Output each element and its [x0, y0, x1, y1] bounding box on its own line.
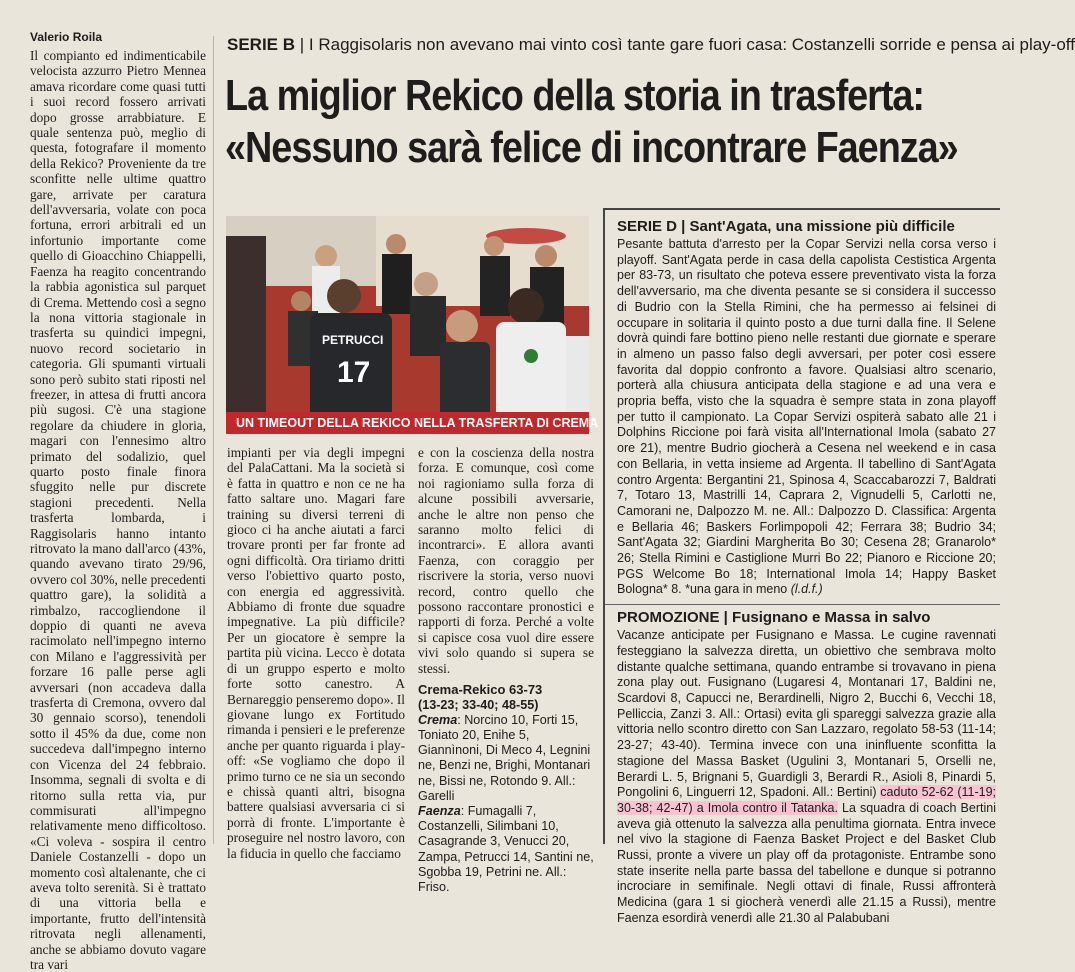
timeout-photo-illustration: [226, 216, 589, 434]
jersey-name: PETRUCCI: [322, 333, 384, 347]
crema-players: : Norcino 10, Forti 15, Toniato 20, Enihe 5, Giannìnoni, Di Meco 4, Legnini ne, Benzi ne, Brighi, Montanari ne, Bissi ne, Rotondo 9. All.: Garelli: [418, 712, 591, 803]
boxscore-title: Crema-Rekico 63-73: [418, 682, 543, 698]
article-column-3: [418, 445, 594, 894]
boxscore-crema: [418, 713, 594, 804]
column-rule: [213, 36, 214, 844]
boxscore-faenza: [418, 804, 594, 895]
author-byline: Valerio Roila: [30, 30, 103, 44]
article-text-col2: impianti per via degli impegni del PalaCattani. Ma la società si è fatta in quattro e non ce ne ha fatto saltare uno. Magari fare training su diversi terreni di gioco ci ha anche aiutati a farci trovare pronti per far fronte ad ogni difficoltà. Ora tiriamo dritti verso l'obiettivo quarto posto, con energia ed aggressività. Abbiamo di fronte due squadre impegnative. La più difficile? Per un giocatore è sempre la partita più vicina. Lecco è dotata di un gruppo esperto e molto forte sotto canestro. A Bernareggio penseremo dopo». Il giovane lungo ex Fortitudo rimanda i pensieri e le preferenze anche per quanto riguarda i play-off: «Se vogliamo che dopo il primo turno ce ne sia un secondo e chissà quanti altri, bisogna battere qualsiasi avversaria ci si porrà di fronte. L'importante è proseguire nel nostro lavoro, con la fiducia in quello che facciamo: [227, 445, 405, 861]
serie-d-signature: (l.d.f.): [790, 582, 823, 597]
serie-d-title: SERIE D | Sant'Agata, una missione più difficile: [617, 218, 955, 235]
photo-caption: UN TIMEOUT DELLA REKICO NELLA TRASFERTA DI CREMA: [226, 412, 589, 434]
jersey-number: 17: [337, 356, 371, 389]
section-tag: SERIE B: [227, 35, 296, 54]
promozione-text-1: Vacanze anticipate per Fusignano e Massa. Le cugine ravennati festeggiano la salvezza diretta, un obiettivo che sembrava molto distante qualche settimana, quando entrambe si trovavano in piena zona play out. Fusignano (Lugaresi 4, Montanari 17, Baldini ne, Scardovi 8, Capucci ne, Berardinelli, Nigro 2, Bucchi 6, Vecchi 18, Pelliccia, Zanzi 3. All.: Ortasi) evita gli spareggi salvezza grazie alla vittoria nello scontro diretto con San Lazzaro, regolato 58-53 (11-14; 23-27; 43-40). Termina invece con una ininfluente sconfitta la stagione del Massa Basket (Ugulini 3, Montanari 5, Orselli ne, Berardi L. 5, Brignani 5, Guardigli 3, Berardi R., Asioli 8, Pinardi 5, Pongolini 6, Linguerri 12, Spadoni. All.: Bertini): [617, 628, 996, 800]
faenza-players: : Fumagalli 7, Costanzelli, Silimbani 10, Casagrande 3, Venucci 20, Zampa, Petrucci 14, Santini ne, Sgobba 19, Petrini ne. All.: Friso.: [418, 803, 594, 894]
promozione-body: [605, 628, 1000, 926]
headline-line-1: La miglior Rekico della storia in trasferta:: [225, 71, 925, 120]
sidebar-briefs: [603, 208, 1000, 925]
promozione-highlight: caduto 52-62 (11-19; 30-38; 42-47) a Imola contro il Tatanka.: [617, 785, 996, 815]
serie-d-text: Pesante battuta d'arresto per la Copar Servizi nella corsa verso i playoff. Sant'Agata perde in casa della capolista Cestistica Argenta per 83-73, un risultato che poteva essere preventivato vista la forza dell'avversario, ma che diventa pesante se si considera il successo di Budrio con la Stella Rimini, che ha permesso ai felsinei di occupare in solitaria il quinto posto a due turni dalla fine. Il Selene dovrà quindi fare bottino pieno nelle restanti due giornate e sperare in almeno un passo falso degli avversari, per poter così essere favorita dal doppio confronto a favore. Qualsiasi altro scenario, porterà alla chiusura anticipata della stagione e ad una vera e propria beffa, visto che la squadra è sempre stata in zona playoff per tutto il campionato. La Copar Servizi ospiterà sabato alle 21 i Dolphins Riccione poi farà visita all'International Imola (sabato 27 ore 21), mentre Budrio giocherà a Cesena nel weekend e in casa con Bellaria, in vetta insieme ad Argenta. Il tabellino di Sant'Agata contro Argenta: Bergantini 21, Spinosa 4, Scaccabarozzi 7, Baldrati 7, Totaro 13, Mastrilli 14, Caprara 2, Vignudelli 5, Carlotti ne, Camorani ne, Dalpozzo M. ne. All.: Dalpozzo D. Classifica: Argenta e Bellaria 46; Baskers Forlimpopoli 42; Ferrara 38; Budrio 34; Sant'Agata 32; Giardini Margherita Bo 30; Cesena 28; Granarolo* 26; Stella Rimini e Castiglione Murri Bo 22; Pianoro e Riccione 20; PGS Welcome Bo 18; International Imola 14; Happy Basket Bologna* 8. *una gara in meno: [617, 237, 996, 597]
boxscore-partials: (13-23; 33-40; 48-55): [418, 697, 539, 712]
article-text-col3: e con la coscienza della nostra forza. E comunque, così come noi ragioniamo sulla forza di alcune possibili avversarie, anche le altre non penso che saranno molto felici di incontrarci». E allora avanti Faenza, con coraggio per riscrivere la storia, verso nuovi record, contro quello che possono raccontare pronostici e rapporti di forza. Perché a volte si capisce cosa vuol dire essere vivi solo quando si supera se stessi.: [418, 445, 594, 676]
article-overline: [227, 35, 1075, 55]
article-photo: [226, 216, 599, 434]
article-column-1: [30, 48, 206, 972]
serie-d-body: [605, 237, 1000, 598]
overline-text: | I Raggisolaris non avevano mai vinto così tante gare fuori casa: Costanzelli sorride e pensa ai play-off: [295, 35, 1075, 54]
promozione-text-2: La squadra di coach Bertini aveva già ottenuto la salvezza alla penultima giornata. Entra invece nel vivo la stagione di Faenza Basket Project e del Basket Club Russi, pronte a vivere un play off da protagoniste. Entrambe sono state inserite nella parte bassa del tabellone e dunque si potranno incrociare in semifinale. Negli ottavi di finale, Russi affronterà Medicina (gara 1 si giocherà venerdì alle 21.15 a Russi), mentre Faenza esordirà venerdì alle 21.30 al Palabubani: [617, 800, 996, 925]
promozione-title: PROMOZIONE | Fusignano e Massa in salvo: [605, 604, 1000, 626]
article-text-col1: Il compianto ed indimenticabile velocista azzurro Pietro Mennea amava ricordare come quasi tutti i suoi record fossero arrivati dopo grosse arrabbiature. E quale sentenza può, meglio di questa, fotografare il momento della Rekico? Proveniente da tre sconfitte nelle ultime quattro gare, arrivate per caratura dell'avversaria, volate con poca fortuna, errori arbitrali ed un infortunio importante come quello di Gioacchino Chiappelli, Faenza ha reagito concentrando la rabbia agonistica sul parquet di Crema. Mettendo così a segno la nona vittoria stagionale in trasferta su quindici impegni, nuovo record societario in categoria. Gli spumanti virtuali sono però subito stati riposti nel freezer, in attesa di frutti ancora più sugosi. C'è una stagione regolare da chiudere in gloria, magari con l'ennesimo altro primato del sodalizio, quel quarto posto finale finora sfuggito nelle pur discrete stagioni precedenti. Nella trasferta lombarda, i Raggisolaris hanno intanto ritrovato la mano dall'arco (43%, quando avevano tirato 29/96, ovvero col 30%, nelle precedenti quattro gare), la solidità a rimbalzo, raccogliendone il doppio di quanti ne aveva racimolato nell'impegno interno con Milano e l'aggressività per forzare 16 palle perse agli avversari (non accadeva dalla trasferta di Cremona, ovvero dal 30 gennaio scorso), tenendoli sotto il 45% da due, come non succedeva dall'impegno interno con Vicenza del 24 febbraio. Insomma, segnali di svolta e di ritorno sulla retta via, pur commisurati all'impegno relativamente meno difficoltoso. «Ci voleva - sospira il centro Daniele Costanzelli - dopo un momento così altalenante, che ci aveva tolto serenità. Si è trattato di una vittoria bella e importante, frutto dell'intensità ritrovata negli allenamenti, anche se abbiamo dovuto vagare tra vari: [30, 48, 206, 972]
article-column-2: [227, 445, 405, 861]
faenza-label: Faenza: [418, 803, 461, 818]
crema-label: Crema: [418, 712, 458, 727]
article-headline: [225, 70, 958, 174]
headline-line-2: «Nessuno sarà felice di incontrare Faenza»: [225, 123, 958, 172]
